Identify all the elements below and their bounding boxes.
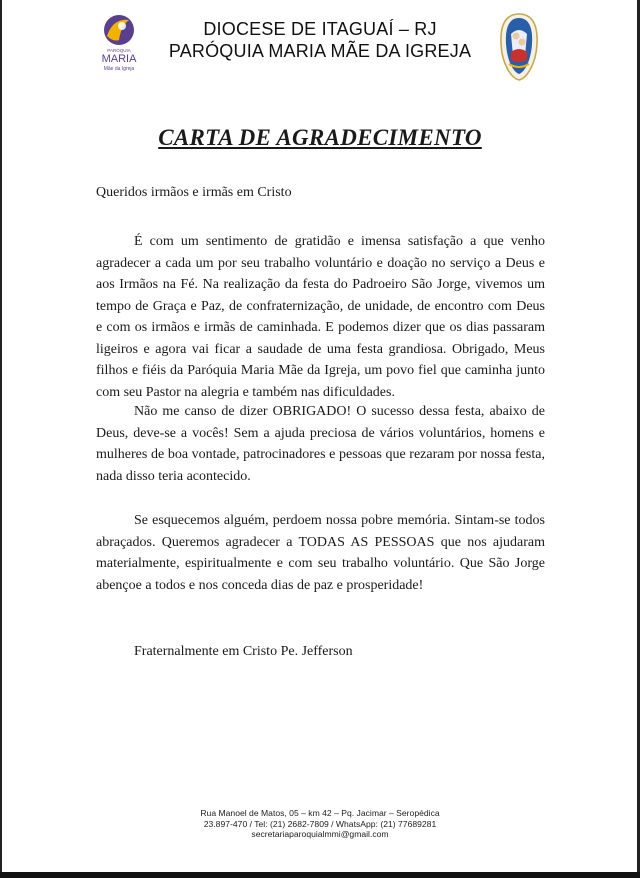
jubilee-seal-icon — [499, 12, 539, 82]
footer-email: secretariaparoquialmmi@gmail.com — [251, 829, 389, 839]
paragraph: Se esquecemos alguém, perdoem nossa pobre memória. Sintam-se todos abraçados. Queremos agradecer a TODAS AS PESSOAS que nos ajudaram materialmente, espiritualmente e com seu trabalho voluntário. Que São Jorge abençoe a todos e nos conceda dias de paz e prosperidade! — [96, 513, 545, 593]
footer-address: Rua Manoel de Matos, 05 – km 42 – Pq. Jacimar – Seropédica — [200, 808, 440, 818]
signoff: Fraternalmente em Cristo Pe. Jefferson — [134, 644, 353, 659]
logo-small-text: PARÓQUIA — [107, 48, 131, 53]
salutation: Queridos irmãos e irmãs em Cristo — [96, 185, 292, 200]
paragraph: É com um sentimento de gratidão e imensa satisfação a que venho agradecer a cada um por seu trabalho voluntário e doação no serviço a Deus e aos Irmãos na Fé. Na realização da festa do Padroeiro São Jorge, vivemos um tempo de Graça e Paz, de confraternização, de unidade, de encontro com Deus e com os irmãos e irmãs de caminhada. E podemos dizer que os dias passaram ligeiros e agora vai ficar a saudade de uma festa grandiosa. Obrigado, Meus filhos e fiéis da Paróquia Maria Mãe da Igreja, um povo fiel que caminha junto com seu Pastor na alegria e também nas dificuldades. — [96, 234, 545, 400]
paragraph: Não me canso de dizer OBRIGADO! O sucesso dessa festa, abaixo de Deus, deve-se a vocês! Sem a ajuda preciosa de vários voluntários, homens e mulheres de boa vontade, patrocinadores e pessoas que rezaram por nossa festa, nada disso teria acontecido. — [96, 404, 545, 484]
letter-title: CARTA DE AGRADECIMENTO — [158, 125, 482, 150]
footer-phones: 23.897-470 / Tel: (21) 2682-7809 / WhatsApp: (21) 77689281 — [203, 818, 437, 829]
parish-logo — [97, 14, 141, 76]
diocese-name: DIOCESE DE ITAGUAÍ – RJ — [203, 19, 437, 39]
parish-name: PARÓQUIA MARIA MÃE DA IGREJA — [168, 41, 472, 61]
page-border-bottom — [0, 872, 640, 878]
logo-sub-text: Mãe da Igreja — [103, 66, 135, 72]
letterhead — [150, 18, 490, 62]
footer-contact — [0, 808, 640, 840]
logo-main-text: MARIA — [101, 53, 137, 65]
